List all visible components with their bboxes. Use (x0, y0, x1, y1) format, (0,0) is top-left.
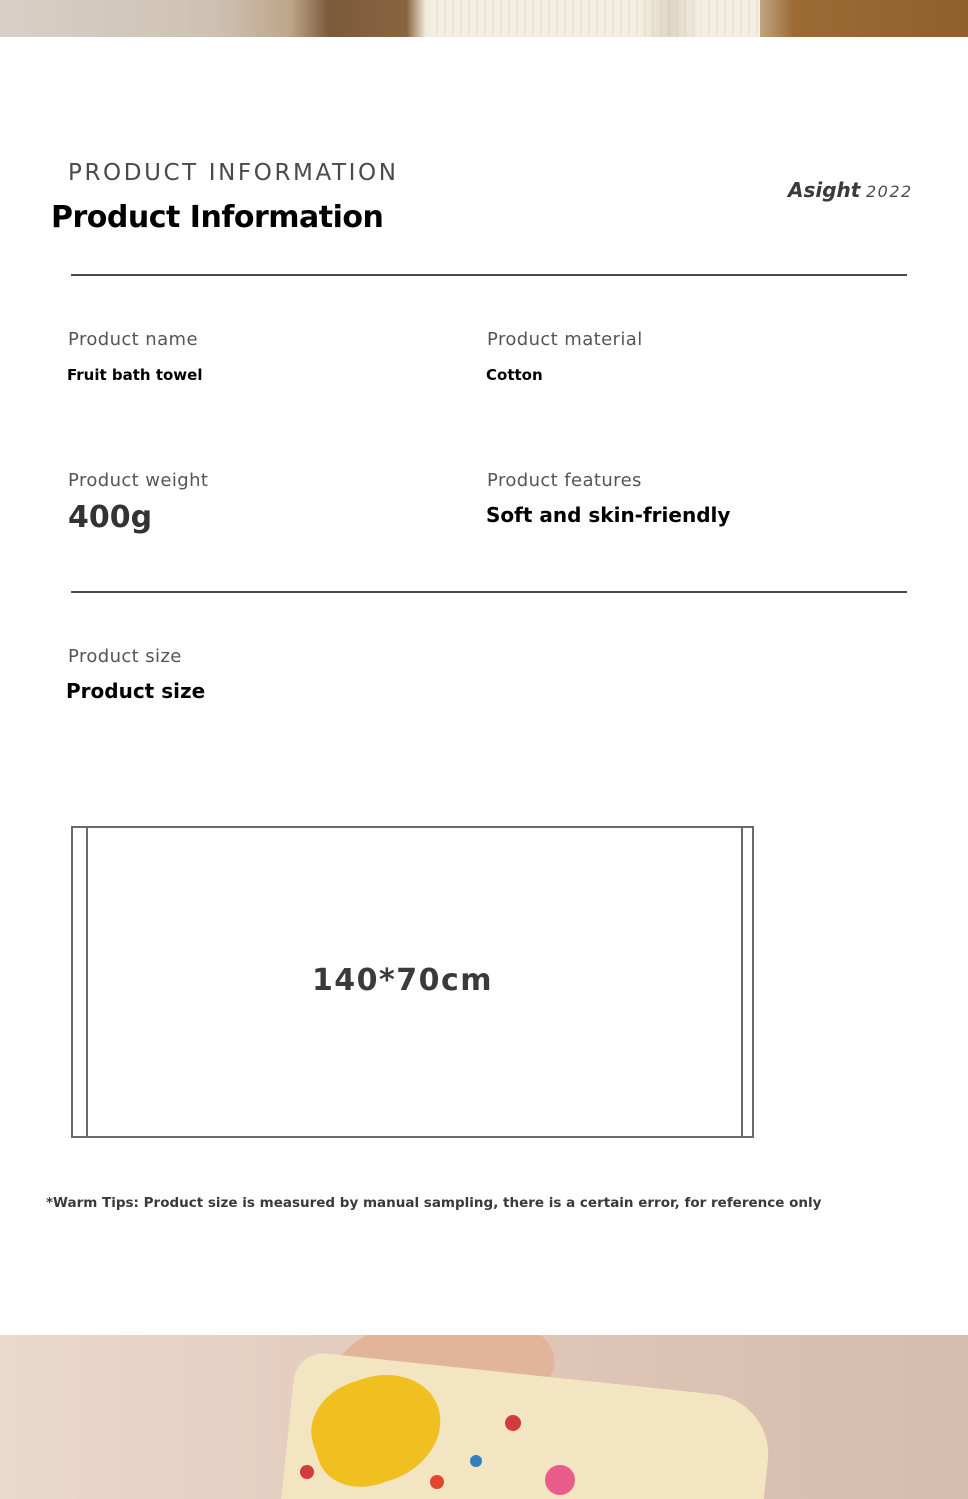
red-dot-pattern (300, 1465, 314, 1479)
pink-fruit-pattern (545, 1465, 575, 1495)
photo-shadow (640, 0, 700, 37)
towel-size-diagram (71, 826, 754, 1138)
product-name-label: Product name (68, 329, 198, 350)
product-weight-value: 400g (68, 500, 153, 535)
section-eyebrow: PRODUCT INFORMATION (68, 160, 399, 186)
product-size-heading: Product size (66, 679, 206, 703)
sweater-texture (430, 0, 760, 37)
warm-tips-note: *Warm Tips: Product size is measured by manual sampling, there is a certain error, for reference only (46, 1195, 822, 1211)
product-features-label: Product features (487, 470, 642, 491)
red-dot-pattern (430, 1475, 444, 1489)
product-material-label: Product material (487, 329, 643, 350)
product-material-value: Cotton (486, 366, 543, 384)
brand-name: Asight (788, 178, 861, 202)
product-size-label: Product size (68, 646, 182, 667)
divider-top (71, 274, 907, 276)
red-dot-pattern (505, 1415, 521, 1431)
page-title: Product Information (51, 200, 384, 235)
top-product-photo (0, 0, 968, 37)
brand-year: 2022 (866, 182, 913, 201)
bottom-product-photo (0, 1335, 968, 1499)
towel-dimensions: 140*70cm (311, 963, 494, 998)
product-name-value: Fruit bath towel (67, 366, 203, 384)
product-weight-label: Product weight (68, 470, 209, 491)
product-features-value: Soft and skin-friendly (486, 503, 731, 527)
divider-middle (71, 591, 907, 593)
blue-dot-pattern (470, 1455, 482, 1467)
